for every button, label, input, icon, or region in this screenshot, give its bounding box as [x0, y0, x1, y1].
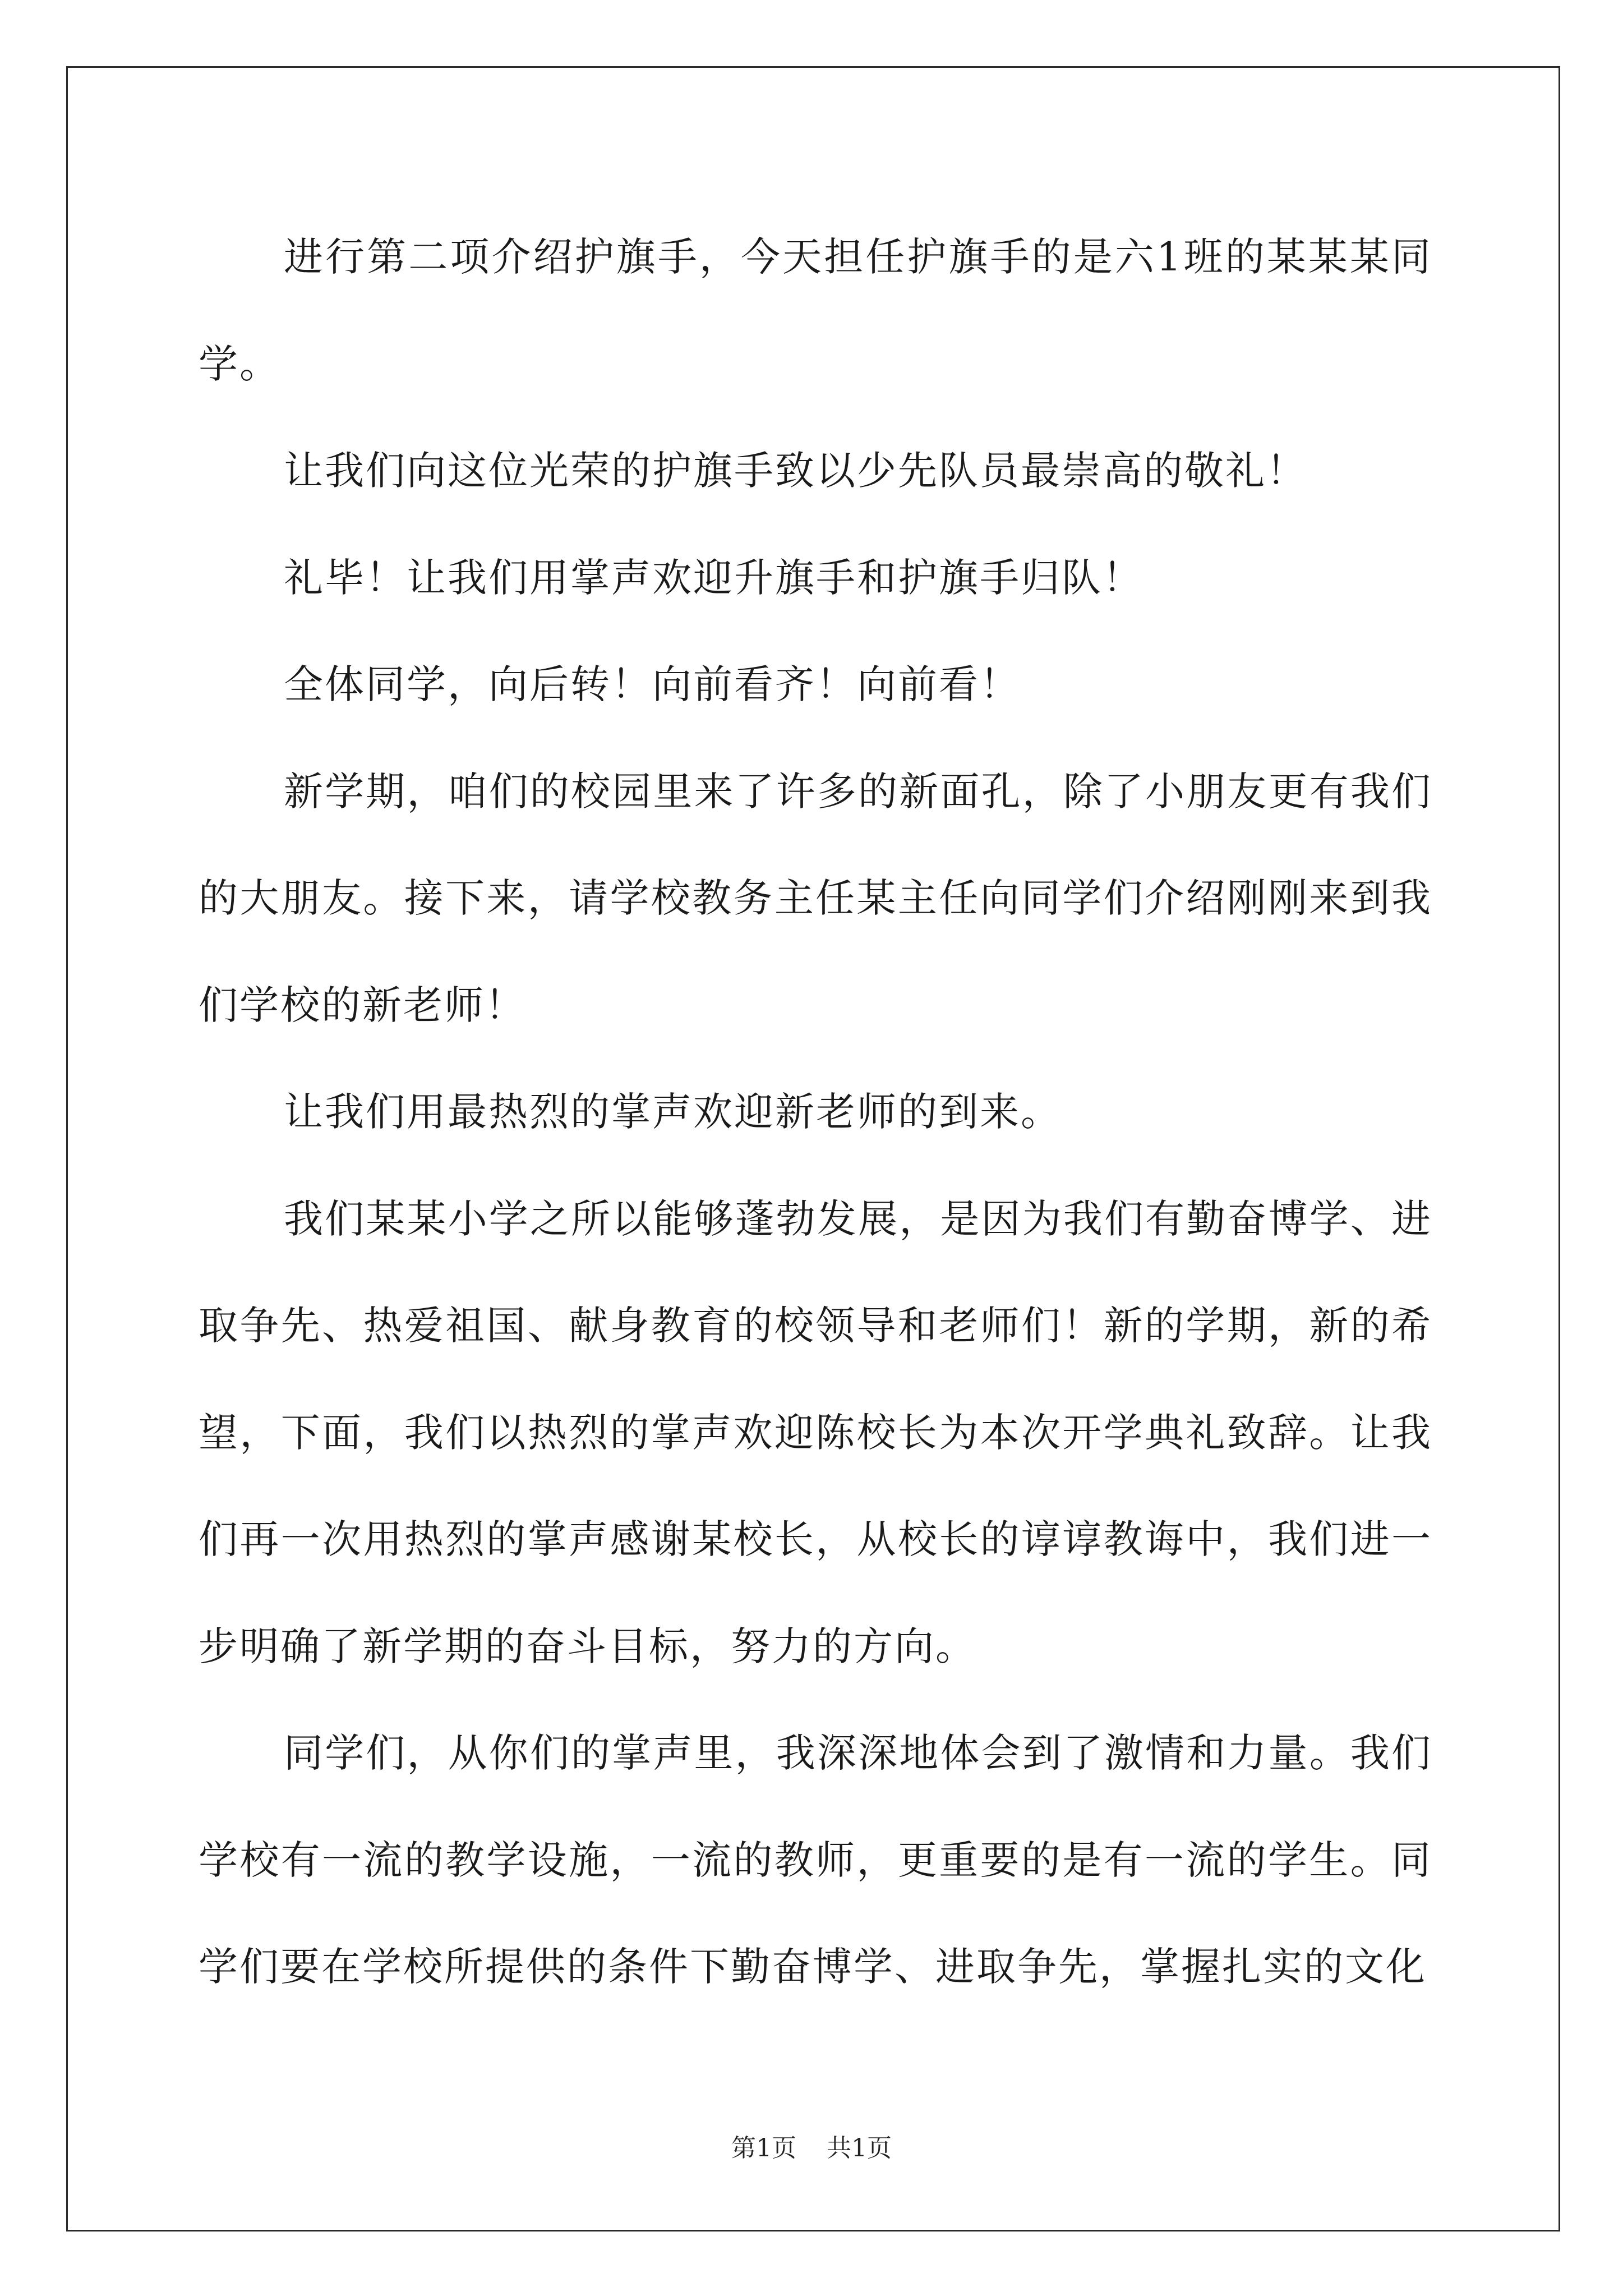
paragraph: 同学们，从你们的掌声里，我深深地体会到了激情和力量。我们学校有一流的教学设施，一流的教师，更重要的是有一流的学生。同学们要在学校所提供的条件下勤奋博学、进取争先，掌握扎实的文化: [199, 1730, 1432, 1990]
document-body: [199, 204, 1432, 2021]
paragraph: 让我们向这位光荣的护旗手致以少先队员最崇高的敬礼！: [284, 448, 1307, 494]
page-total: 共1页: [827, 2134, 892, 2162]
paragraph: 新学期，咱们的校园里来了许多的新面孔，除了小朋友更有我们的大朋友。接下来，请学校教务主任某主任向同学们介绍刚刚来到我们学校的新老师！: [199, 768, 1432, 1028]
paragraph: 礼毕！让我们用掌声欢迎升旗手和护旗手归队！: [284, 554, 1144, 601]
page-footer: [0, 2132, 1623, 2165]
paragraph: 进行第二项介绍护旗手，今天担任护旗手的是六1班的某某某同学。: [199, 234, 1432, 387]
paragraph: 让我们用最热烈的掌声欢迎新老师的到来。: [284, 1089, 1062, 1135]
page-number: 第1页: [731, 2134, 796, 2162]
paragraph: 全体同学，向后转！向前看齐！向前看！: [284, 661, 1021, 707]
paragraph: 我们某某小学之所以能够蓬勃发展，是因为我们有勤奋博学、进取争先、热爱祖国、献身教育的校领导和老师们！新的学期，新的希望，下面，我们以热烈的掌声欢迎陈校长为本次开学典礼致辞。让我们再一次用热烈的掌声感谢某校长，从校长的谆谆教诲中，我们进一步明确了新学期的奋斗目标，努力的方向。: [199, 1195, 1432, 1669]
